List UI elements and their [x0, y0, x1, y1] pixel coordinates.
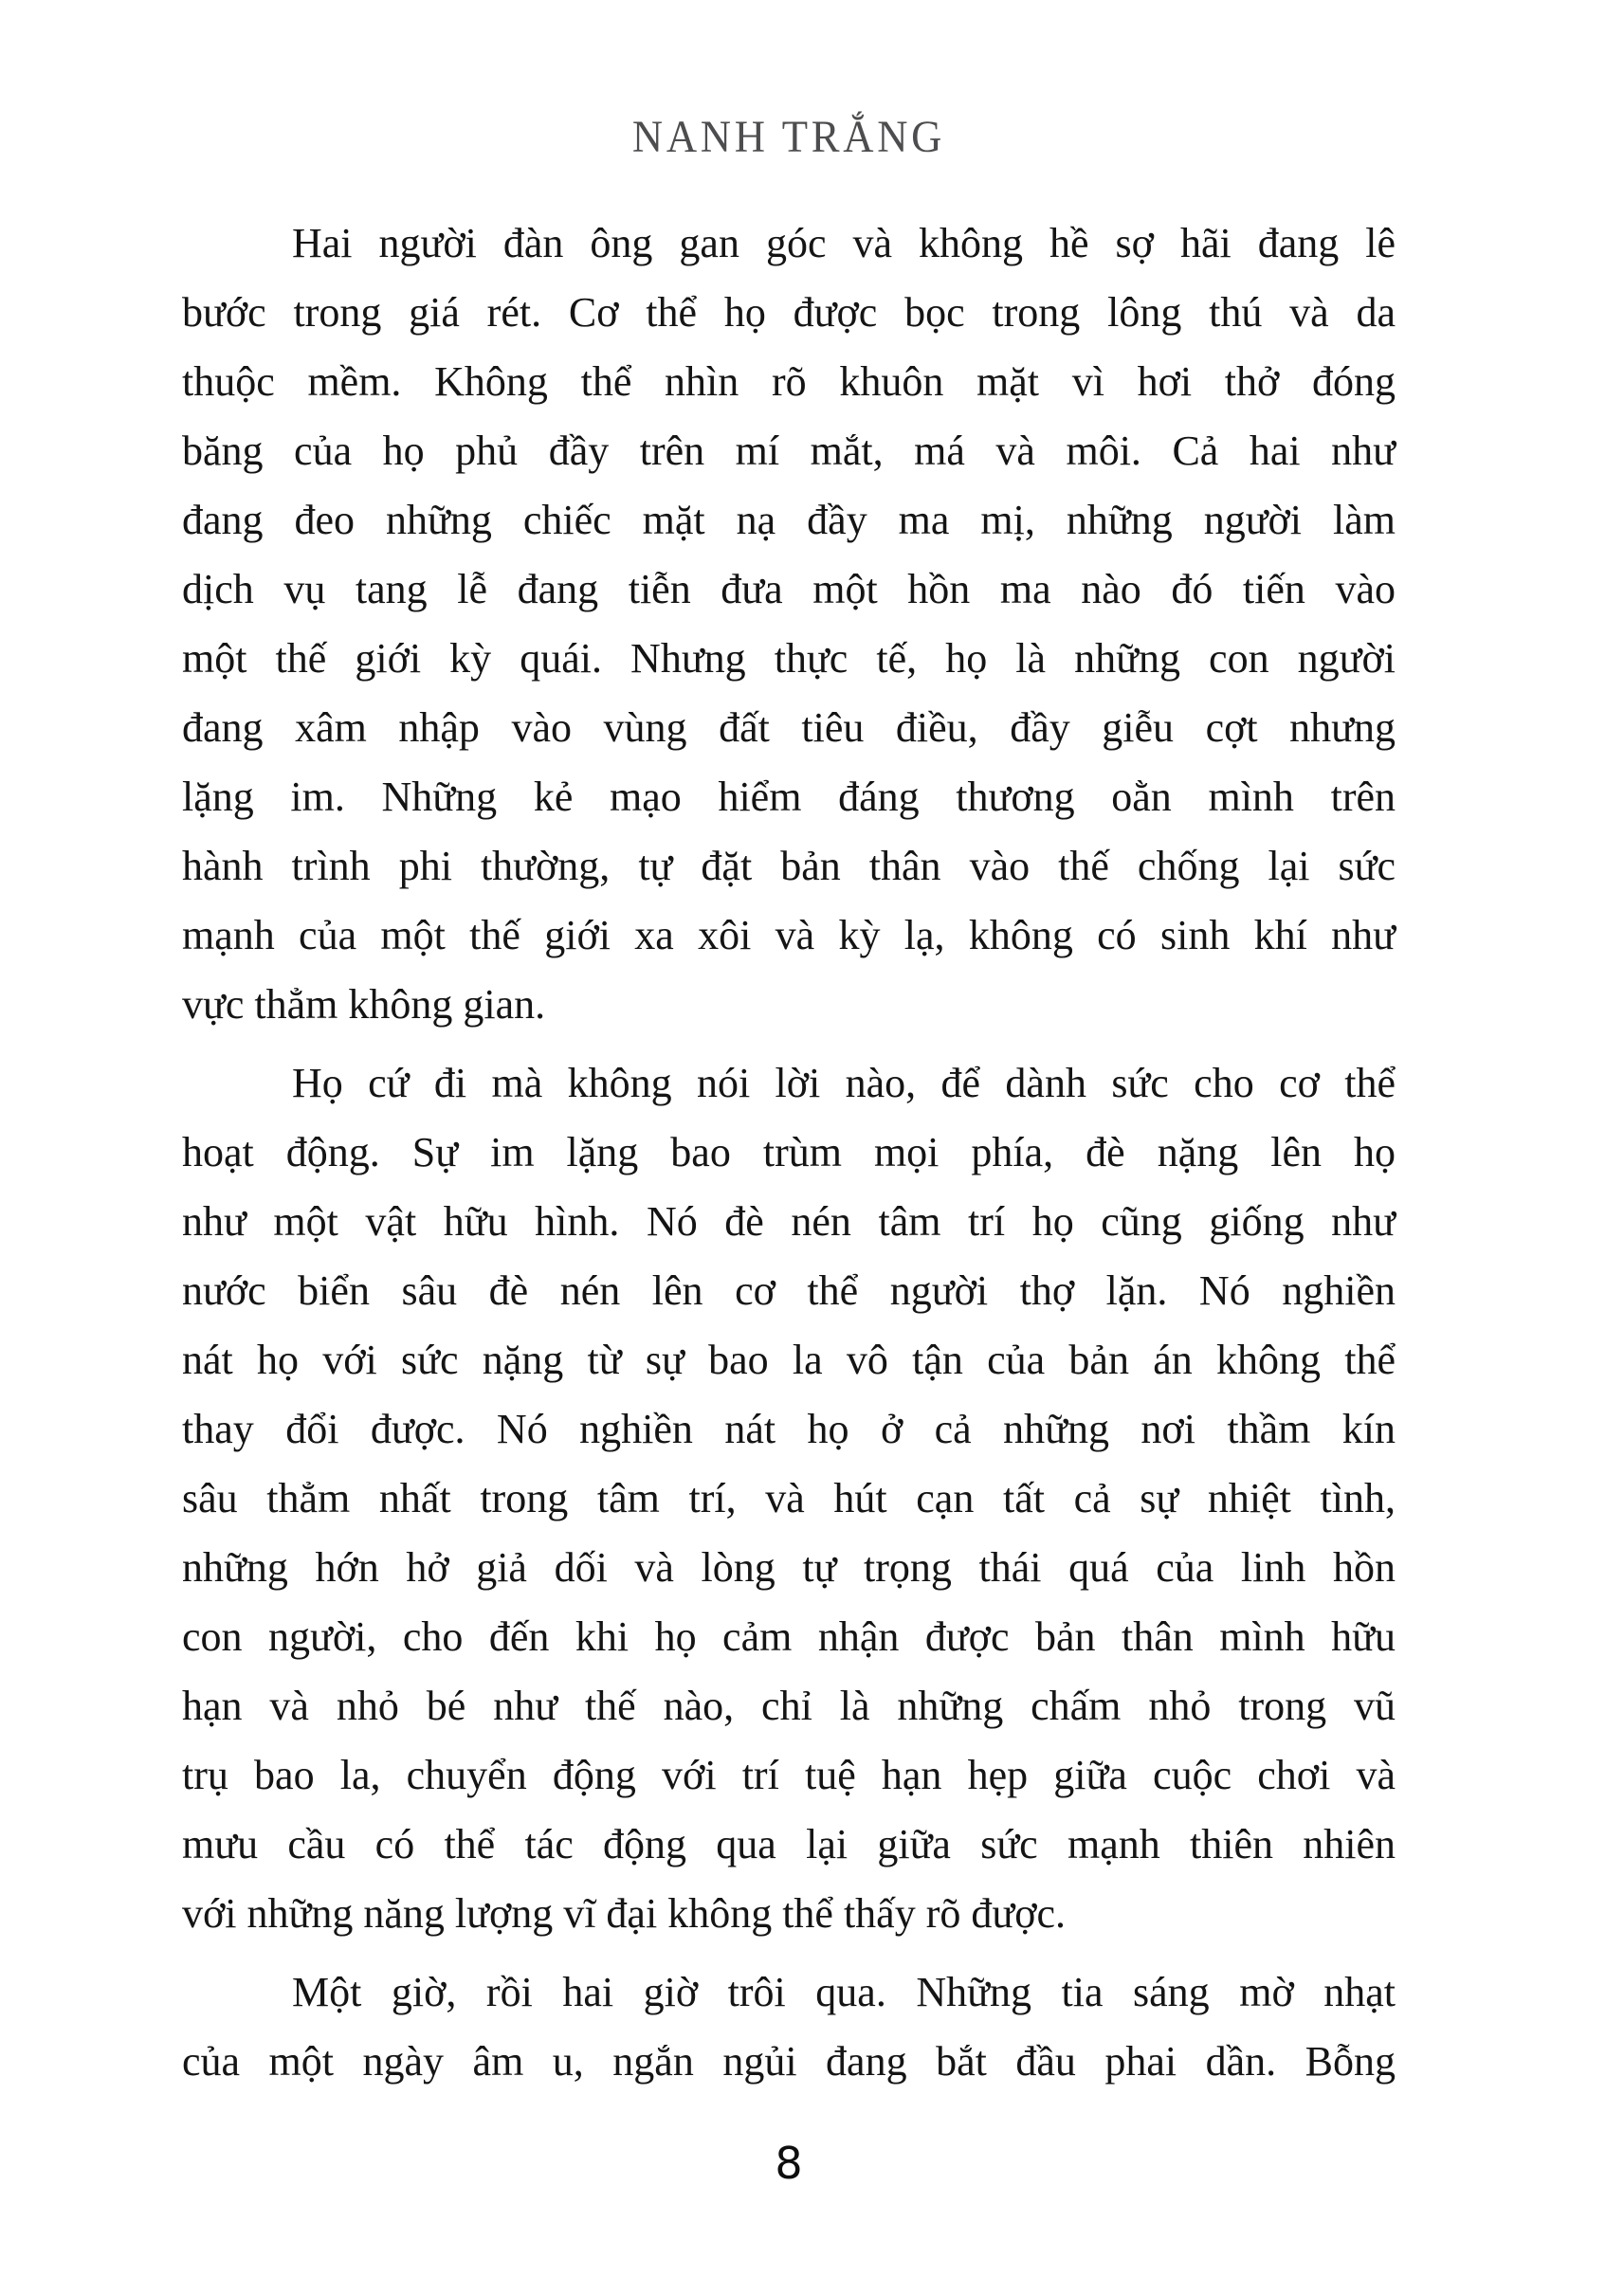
- text-line: mạnh của một thế giới xa xôi và kỳ lạ, không có sinh khí như: [182, 912, 1396, 958]
- text-line: nước biển sâu đè nén lên cơ thể người thợ lặn. Nó nghiền: [182, 1267, 1396, 1314]
- text-line: đang xâm nhập vào vùng đất tiêu điều, đầy giễu cợt nhưng: [182, 704, 1396, 751]
- text-line: một thế giới kỳ quái. Nhưng thực tế, họ là những con người: [182, 635, 1396, 682]
- text-line: thay đổi được. Nó nghiền nát họ ở cả những nơi thầm kín: [182, 1406, 1396, 1452]
- text-line: lặng im. Những kẻ mạo hiểm đáng thương oằn mình trên: [182, 774, 1396, 820]
- text-line: hoạt động. Sự im lặng bao trùm mọi phía, đè nặng lên họ: [182, 1129, 1396, 1175]
- text-line: trụ bao la, chuyển động với trí tuệ hạn hẹp giữa cuộc chơi và: [182, 1752, 1396, 1798]
- page-text-block: [182, 209, 1396, 2096]
- text-line: những hớn hở giả dối và lòng tự trọng thái quá của linh hồn: [182, 1544, 1396, 1591]
- text-line: với những năng lượng vĩ đại không thể thấy rõ được.: [182, 1890, 1066, 1937]
- book-title-header: NANH TRẮNG: [631, 112, 946, 162]
- text-line: thuộc mềm. Không thể nhìn rõ khuôn mặt vì hơi thở đóng: [182, 358, 1396, 405]
- text-line: nát họ với sức nặng từ sự bao la vô tận của bản án không thể: [182, 1337, 1396, 1383]
- paragraph: [182, 209, 1396, 1039]
- text-line: như một vật hữu hình. Nó đè nén tâm trí họ cũng giống như: [182, 1198, 1396, 1245]
- text-line: băng của họ phủ đầy trên mí mắt, má và môi. Cả hai như: [182, 428, 1396, 474]
- text-line: Họ cứ đi mà không nói lời nào, để dành sức cho cơ thể: [292, 1060, 1396, 1106]
- text-line: hành trình phi thường, tự đặt bản thân vào thế chống lại sức: [182, 843, 1396, 889]
- text-line: bước trong giá rét. Cơ thể họ được bọc trong lông thú và da: [182, 289, 1396, 336]
- text-line: vực thẳm không gian.: [182, 981, 546, 1028]
- text-line: con người, cho đến khi họ cảm nhận được bản thân mình hữu: [182, 1613, 1396, 1660]
- text-line: sâu thẳm nhất trong tâm trí, và hút cạn tất cả sự nhiệt tình,: [182, 1475, 1396, 1521]
- text-line: mưu cầu có thể tác động qua lại giữa sức mạnh thiên nhiên: [182, 1821, 1396, 1867]
- paragraph: [182, 1958, 1396, 2096]
- text-line: hạn và nhỏ bé như thế nào, chỉ là những chấm nhỏ trong vũ: [182, 1683, 1396, 1729]
- text-line: Hai người đàn ông gan góc và không hề sợ hãi đang lê: [292, 220, 1396, 266]
- text-line: đang đeo những chiếc mặt nạ đầy ma mị, những người làm: [182, 497, 1396, 543]
- page-number: 8: [775, 2138, 803, 2189]
- paragraph: [182, 1048, 1396, 1948]
- text-line: của một ngày âm u, ngắn ngủi đang bắt đầu phai dần. Bỗng: [182, 2038, 1396, 2085]
- text-line: Một giờ, rồi hai giờ trôi qua. Những tia sáng mờ nhạt: [292, 1969, 1396, 2015]
- text-line: dịch vụ tang lễ đang tiễn đưa một hồn ma nào đó tiến vào: [182, 566, 1396, 612]
